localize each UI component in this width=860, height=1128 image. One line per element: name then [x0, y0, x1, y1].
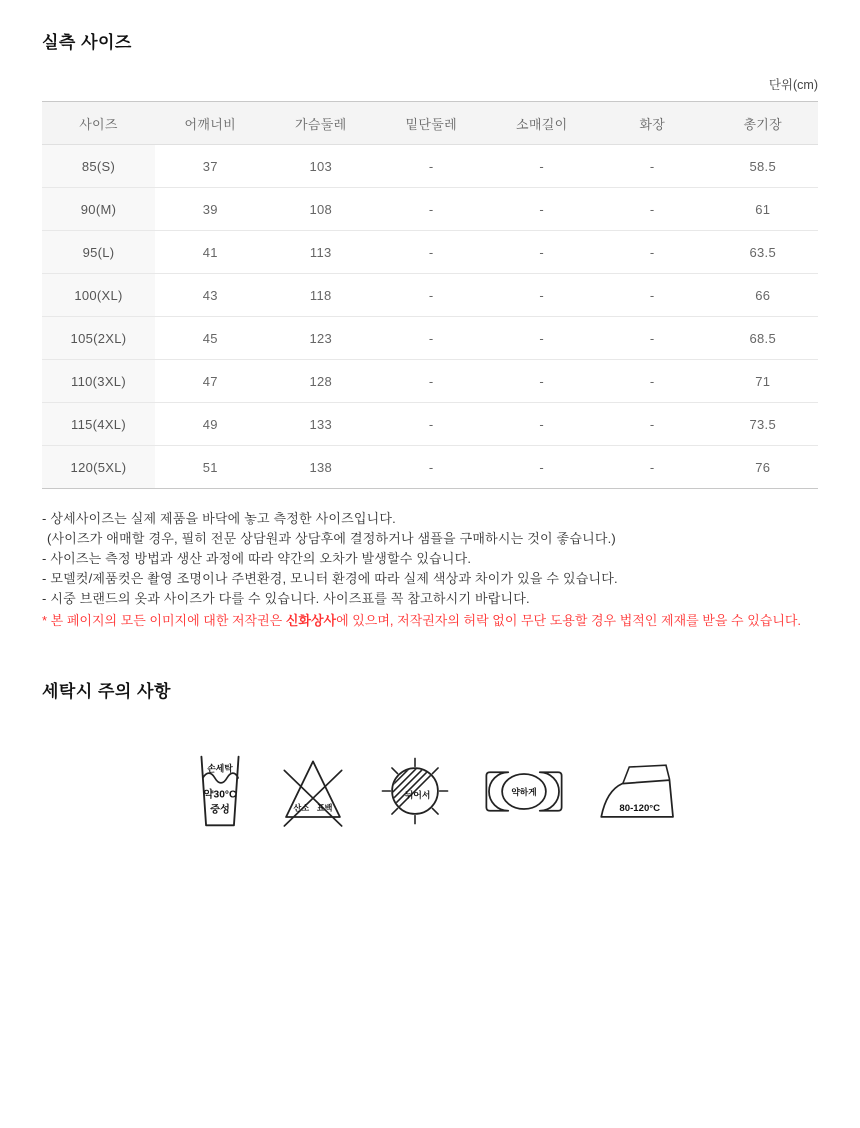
hand-wash-icon	[192, 752, 248, 830]
measure-cell: 51	[202, 459, 218, 475]
size-cell: 110(3XL)	[42, 360, 155, 403]
measure-cell: -	[428, 158, 434, 174]
measure-cell: 68.5	[749, 330, 776, 346]
dry-flat-label: 뉘어서	[404, 790, 431, 801]
table-row	[42, 317, 818, 360]
measure-cell: -	[539, 201, 545, 217]
wring-label: 약하게	[511, 786, 537, 797]
measure-cell: -	[428, 459, 434, 475]
iron-icon	[596, 759, 680, 824]
size-table-body	[42, 145, 818, 489]
measure-cell: 58.5	[749, 158, 776, 174]
size-cell: 90(M)	[42, 188, 155, 231]
care-icons-row	[192, 752, 712, 830]
note-line: (사이즈가 애매할 경우, 필히 전문 상담원과 상담후에 결정하거나 샘플을 구매하시는 것이 좋습니다.)	[47, 531, 616, 546]
measure-cell: 45	[202, 330, 218, 346]
shade-hatching	[378, 754, 440, 816]
measure-cell: 73.5	[749, 416, 776, 432]
size-cell: 115(4XL)	[42, 403, 155, 446]
measure-cell: 49	[202, 416, 218, 432]
measure-cell: -	[539, 287, 545, 303]
size-table-header-cell: 어깨너비	[155, 102, 266, 145]
note-line: - 상세사이즈는 실제 제품을 바닥에 놓고 측정한 사이즈입니다.	[42, 511, 396, 526]
measure-cell: -	[539, 373, 545, 389]
size-table-header-cell: 화장	[597, 102, 708, 145]
measure-cell: -	[649, 330, 655, 346]
size-table-header-cell: 사이즈	[42, 102, 155, 145]
note-line: - 사이즈는 측정 방법과 생산 과정에 따라 약간의 오차가 발생할수 있습니다.	[42, 551, 472, 566]
table-row	[42, 274, 818, 317]
measure-cell: 63.5	[749, 244, 776, 260]
wash-temp-label: 약30°C	[203, 789, 237, 801]
measure-cell: 61	[755, 201, 771, 217]
size-cell: 105(2XL)	[42, 317, 155, 360]
measure-cell: -	[428, 201, 434, 217]
measure-cell: 43	[202, 287, 218, 303]
measure-cell: -	[649, 459, 655, 475]
measure-cell: 41	[202, 244, 218, 260]
size-table	[42, 101, 818, 489]
measure-cell: 118	[309, 287, 332, 303]
measure-cell: 128	[309, 373, 333, 389]
measure-cell: 138	[309, 459, 333, 475]
size-cell: 100(XL)	[42, 274, 155, 317]
size-table-header-cell: 소매길이	[487, 102, 598, 145]
copyright-brand: 신화상사	[285, 613, 337, 628]
measure-cell: -	[649, 201, 655, 217]
bleach-label: 표백	[316, 803, 333, 813]
measure-cell: -	[539, 330, 545, 346]
measure-cell: -	[649, 244, 655, 260]
size-table-header-cell: 밑단둘레	[376, 102, 487, 145]
size-table-head-row	[42, 102, 818, 145]
note-line: - 시중 브랜드의 옷과 사이즈가 다를 수 있습니다. 사이즈표를 꼭 참고하시기 바랍니다.	[42, 591, 530, 606]
care-section-title: 세탁시 주의 사항	[42, 682, 171, 701]
unit-label: 단위(cm)	[768, 78, 818, 92]
size-table-header-cell: 가슴둘레	[266, 102, 377, 145]
measure-cell: -	[428, 330, 434, 346]
measure-cell: 71	[755, 373, 771, 389]
measure-cell: 39	[202, 201, 218, 217]
size-cell: 85(S)	[42, 145, 155, 188]
measure-cell: -	[539, 158, 545, 174]
measure-cell: 113	[309, 244, 332, 260]
wring-gently-icon	[482, 766, 566, 817]
size-section-title: 실측 사이즈	[42, 33, 132, 52]
measure-cell: -	[428, 287, 434, 303]
size-notes	[42, 509, 818, 631]
table-row	[42, 360, 818, 403]
measure-cell: -	[539, 459, 545, 475]
measure-cell: -	[539, 416, 545, 432]
table-row	[42, 446, 818, 489]
measure-cell: 66	[755, 287, 771, 303]
measure-cell: -	[428, 416, 434, 432]
size-table-header-cell: 총기장	[708, 102, 819, 145]
measure-cell: 123	[309, 330, 333, 346]
measure-cell: -	[539, 244, 545, 260]
measure-cell: -	[649, 287, 655, 303]
measure-cell: 37	[202, 158, 218, 174]
measure-cell: 133	[309, 416, 333, 432]
hand-wash-label: 손세탁	[207, 763, 233, 774]
size-cell: 95(L)	[42, 231, 155, 274]
measure-cell: -	[649, 158, 655, 174]
no-bleach-icon	[278, 753, 348, 829]
measure-cell: -	[428, 244, 434, 260]
measure-cell: -	[649, 373, 655, 389]
copyright-prefix: * 본 페이지의 모든 이미지에 대한 저작권은	[42, 613, 286, 628]
size-cell: 120(5XL)	[42, 446, 155, 489]
measure-cell: 103	[309, 158, 333, 174]
measure-cell: 76	[755, 459, 771, 475]
table-row	[42, 188, 818, 231]
measure-cell: 108	[309, 201, 333, 217]
iron-temp-label: 80-120°C	[619, 802, 661, 814]
table-row	[42, 231, 818, 274]
measure-cell: -	[428, 373, 434, 389]
table-row	[42, 145, 818, 188]
oxygen-label: 산소	[293, 803, 310, 813]
measure-cell: 47	[202, 373, 218, 389]
copyright-suffix: 에 있으며, 저작권자의 허락 없이 무단 도용할 경우 법적인 제재를 받을 수 있습니다.	[336, 613, 802, 628]
table-row	[42, 403, 818, 446]
copyright-notice	[42, 611, 818, 631]
measure-cell: -	[649, 416, 655, 432]
dry-flat-shade-icon	[378, 754, 452, 828]
neutral-detergent-label: 중성	[210, 804, 230, 816]
note-line: - 모델컷/제품컷은 촬영 조명이나 주변환경, 모니터 환경에 따라 실제 색상과 차이가 있을 수 있습니다.	[42, 571, 618, 586]
